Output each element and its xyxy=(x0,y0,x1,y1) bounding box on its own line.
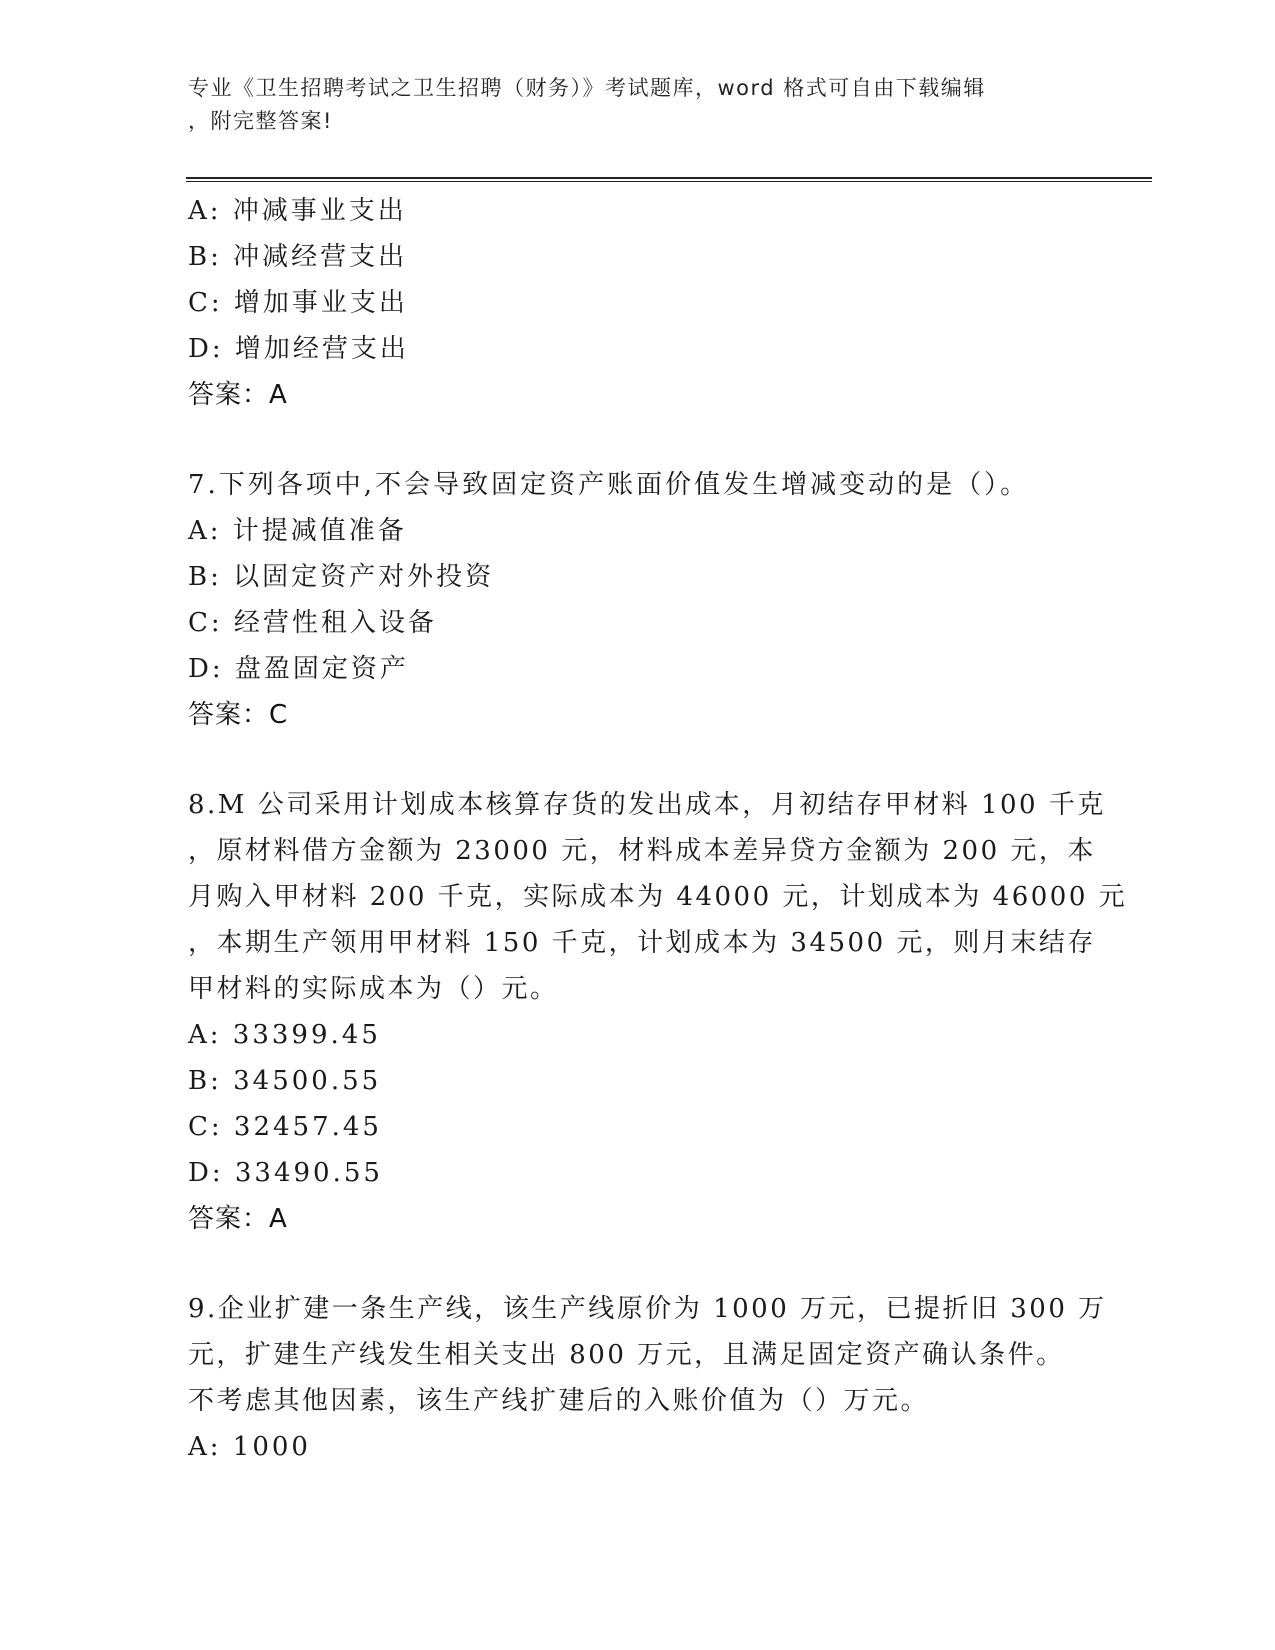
option-c: C: 32457.45 xyxy=(188,1112,382,1142)
question-text xyxy=(188,782,1128,1012)
question-text: 7.下列各项中,不会导致固定资产账面价值发生增减变动的是（）。 xyxy=(188,470,1030,500)
header-divider xyxy=(186,177,1152,182)
question-6-block xyxy=(188,188,1108,418)
document-body xyxy=(188,188,1128,1470)
option-b: B: 冲减经营支出 xyxy=(188,242,408,272)
question-7-block xyxy=(188,462,1108,738)
header-line-2: ，附完整答案! xyxy=(188,109,333,133)
spacer xyxy=(188,1242,1108,1286)
option-c: C: 经营性租入设备 xyxy=(188,608,437,638)
page-header xyxy=(188,72,1068,138)
header-line-1: 专业《卫生招聘考试之卫生招聘（财务）》考试题库，word 格式可自由下载编辑 xyxy=(188,76,986,100)
question-8-block xyxy=(188,782,1128,1242)
option-a: A: 1000 xyxy=(188,1432,311,1462)
question-9-block xyxy=(188,1286,1108,1470)
option-b: B: 以固定资产对外投资 xyxy=(188,562,495,592)
question-text-line: 9.企业扩建一条生产线，该生产线原价为 1000 万元，已提折旧 300 万 xyxy=(188,1294,1107,1324)
option-d: D: 盘盈固定资产 xyxy=(188,654,409,684)
option-d: D: 增加经营支出 xyxy=(188,334,409,364)
option-c: C: 增加事业支出 xyxy=(188,288,408,318)
option-b: B: 34500.55 xyxy=(188,1066,382,1096)
answer-line: 答案：A xyxy=(188,380,288,410)
question-text-line: 甲材料的实际成本为（）元。 xyxy=(188,974,559,1004)
question-text-line: 8.M 公司采用计划成本核算存货的发出成本，月初结存甲材料 100 千克 xyxy=(188,790,1106,820)
option-a: A: 冲减事业支出 xyxy=(188,196,407,226)
question-text xyxy=(188,1286,1108,1424)
question-text-line: ，本期生产领用甲材料 150 千克，计划成本为 34500 元，则月末结存 xyxy=(188,928,1096,958)
answer-line: 答案：C xyxy=(188,700,289,730)
spacer xyxy=(188,738,1108,782)
answer-line: 答案：A xyxy=(188,1204,288,1234)
option-a: A: 33399.45 xyxy=(188,1020,381,1050)
option-d: D: 33490.55 xyxy=(188,1158,383,1188)
question-text-line: 不考虑其他因素，该生产线扩建后的入账价值为（）万元。 xyxy=(188,1386,930,1416)
spacer xyxy=(188,418,1108,462)
option-a: A: 计提减值准备 xyxy=(188,516,407,546)
question-text-line: ，原材料借方金额为 23000 元，材料成本差异贷方金额为 200 元，本 xyxy=(188,836,1096,866)
question-text-line: 元，扩建生产线发生相关支出 800 万元，且满足固定资产确认条件。 xyxy=(188,1340,1065,1370)
question-text-line: 月购入甲材料 200 千克，实际成本为 44000 元，计划成本为 46000 元 xyxy=(188,882,1128,912)
